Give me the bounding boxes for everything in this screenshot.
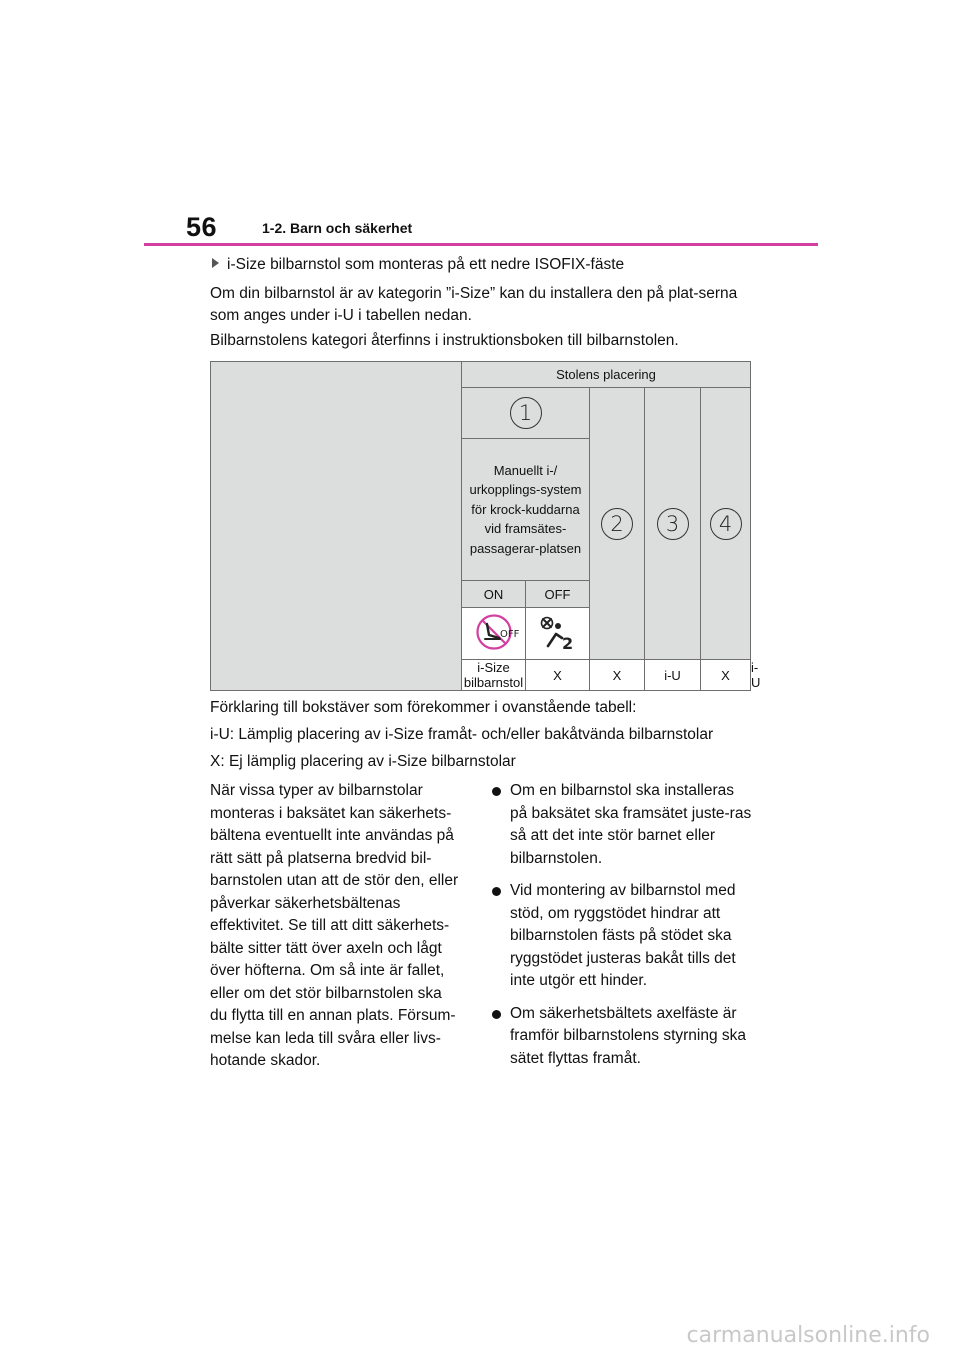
bullet-text: Om säkerhetsbältets axelfäste är framför bilbarnstolens styrning ska sätet flyttas framåt.	[510, 1004, 747, 1067]
passenger-airbag-on-icon	[538, 612, 578, 652]
airbag-switch-description: Manuellt i-/ urkopplings-system för krock-kuddarna vid framsätes-passagerar-platsen	[462, 439, 590, 581]
legend-iu: i-U: Lämplig placering av i-Size framåt- och/eller bakåtvända bilbarnstolar	[210, 726, 714, 743]
bullet-list	[490, 780, 755, 1080]
airbag-on-cell	[526, 608, 590, 660]
warning-paragraph: När vissa typer av bilbarnstolar monteras i baksätet kan säkerhets-bältena eventuellt inte användas på rätt sätt på platserna bredvid bil-barnstolen utan att de stör den, eller påverkar säkerhetsbältenas effektivitet. Se till att ditt säkerhets-bälte sitter tätt över axeln och lågt över höfterna. Om så inte är fallet, eller om det stör bilbarnstolen ska du flytta till en annan plats. Försum-melse kan leda till svåra eller livs-hotande skador.	[210, 782, 459, 1069]
seat-3-number: 3	[657, 508, 689, 540]
off-label: OFF	[526, 581, 590, 608]
legend-x: X: Ej lämplig placering av i-Size bilbarnstolar	[210, 753, 516, 770]
seat-3-header	[645, 388, 701, 660]
bullet-dot-icon	[492, 887, 501, 896]
row-label: i-Size bilbarnstol	[462, 660, 526, 691]
seat-2-number: 2	[601, 508, 633, 540]
bullet-text: Om en bilbarnstol ska installeras på baksätet ska framsätet juste-ras så att det inte stör barnet eller bilbarnstolen.	[510, 782, 752, 867]
bullet-text: Vid montering av bilbarnstol med stöd, om ryggstödet hindrar att bilbarnstolen fästs på stödet ska ryggstödet justeras bakåt tills det inte utgör ett hinder.	[510, 882, 736, 989]
watermark: carmanualsonline.info	[686, 1323, 930, 1348]
intro-paragraph: Om din bilbarnstol är av kategorin ”i-Size” kan du installera den på plat-serna som anges under i-U i tabellen nedan.	[210, 285, 738, 324]
seat-placement-table: Stolens placering 1 2 3 4 Manuellt i-/ urkopplings-system för krock-kuddarna vid framsätes-passagerar-platsen ON OFF OFF 2 i-Size bilbarnstol X X i-U X i-U	[210, 361, 751, 691]
seat-4-header	[701, 388, 751, 660]
list-item	[490, 880, 755, 993]
passenger-airbag-off-icon	[475, 613, 519, 651]
row-value-1-off: X	[590, 660, 645, 691]
section-title: 1-2. Barn och säkerhet	[262, 220, 413, 236]
subheading	[212, 256, 624, 274]
bullet-dot-icon	[492, 787, 501, 796]
subheading-text: i-Size bilbarnstol som monteras på ett nedre ISOFIX-fäste	[227, 256, 625, 273]
seat-1-header	[462, 388, 590, 439]
table-header-title: Stolens placering	[462, 362, 751, 388]
bullet-dot-icon	[492, 1010, 501, 1019]
row-value-1-on: X	[526, 660, 590, 691]
table-corner-cell	[211, 362, 462, 691]
svg-text:2: 2	[561, 634, 573, 653]
seat-1-number: 1	[510, 397, 542, 429]
on-label: ON	[462, 581, 526, 608]
page-number: 56	[186, 212, 218, 242]
airbag-off-cell	[462, 608, 526, 660]
seat-4-number: 4	[710, 508, 742, 540]
row-value-2: i-U	[645, 660, 701, 691]
header-divider	[144, 243, 818, 246]
list-item	[490, 780, 755, 870]
row-value-3: X	[701, 660, 751, 691]
svg-text:OFF: OFF	[499, 629, 519, 640]
triangle-bullet-icon	[212, 258, 219, 268]
list-item	[490, 1003, 755, 1071]
info-paragraph: Bilbarnstolens kategori återfinns i instruktionsboken till bilbarnstolen.	[210, 332, 679, 349]
legend-intro: Förklaring till bokstäver som förekommer i ovanstående tabell:	[210, 699, 637, 716]
seat-2-header	[590, 388, 645, 660]
